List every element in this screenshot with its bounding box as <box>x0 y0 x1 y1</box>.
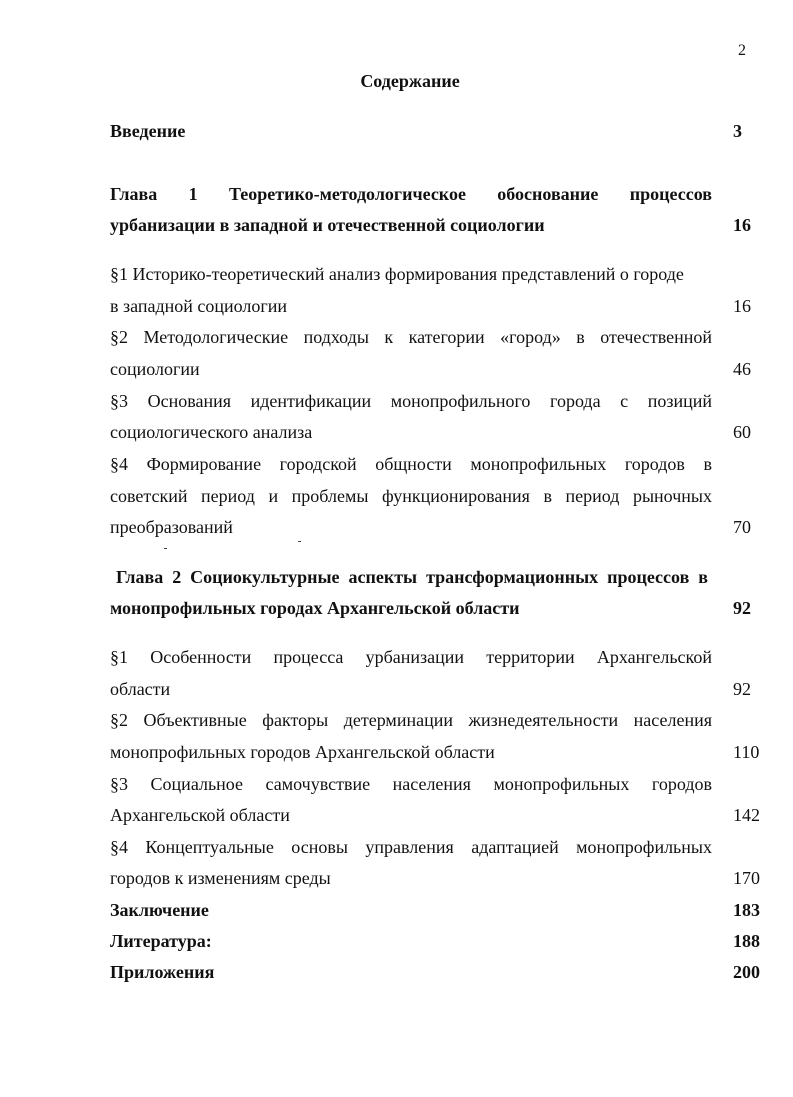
page-title: Содержание <box>360 71 460 91</box>
toc-label-line: урбанизации в западной и отечественной социологии <box>110 215 545 235</box>
toc-page: 3 <box>733 121 742 141</box>
toc-label-line: Глава 2 Социокультурные аспекты трансформационных процессов в <box>116 567 708 587</box>
toc-page: 92 <box>733 679 751 699</box>
scan-speck <box>164 548 167 549</box>
toc-label-line: социологического анализа <box>110 422 313 442</box>
toc-label-line: монопрофильных городов Архангельской области <box>110 742 495 762</box>
toc-page: 46 <box>733 359 751 379</box>
toc-page: 16 <box>733 215 751 235</box>
toc-label-line: монопрофильных городах Архангельской области <box>110 598 520 618</box>
toc-label: Литература: <box>110 931 212 951</box>
toc-page: 183 <box>733 900 760 920</box>
toc-label: Введение <box>110 121 186 141</box>
toc-label-line: области <box>110 679 171 699</box>
toc-page: 60 <box>733 422 751 442</box>
toc-label-line: §2 Методологические подходы к категории «город» в отечественной <box>110 327 712 347</box>
toc-page: 110 <box>733 742 760 762</box>
toc-label-line: советский период и проблемы функционирования в период рыночных <box>110 486 712 506</box>
toc-page: 200 <box>733 962 760 982</box>
toc-label-line: Глава 1 Теоретико-методологическое обоснование процессов <box>110 184 712 204</box>
toc-label-line: в западной социологии <box>110 296 288 316</box>
toc-label-line: §4 Формирование городской общности монопрофильных городов в <box>110 454 712 474</box>
toc-page: 142 <box>733 805 760 825</box>
toc-label: Приложения <box>110 962 215 982</box>
toc-label-line: §1 Историко-теоретический анализ формирования представлений о городе <box>110 264 684 284</box>
toc-label-line: Архангельской области <box>110 805 290 825</box>
scan-speck <box>298 541 301 542</box>
toc-page: 92 <box>733 598 751 618</box>
page-number: 2 <box>738 42 746 59</box>
toc-label-line: §1 Особенности процесса урбанизации территории Архангельской <box>110 647 712 667</box>
toc-label-line: §3 Социальное самочувствие населения монопрофильных городов <box>110 774 712 794</box>
toc-page: 16 <box>733 296 751 316</box>
toc-label-line: преобразований <box>110 517 233 537</box>
toc-page: 70 <box>733 517 751 537</box>
toc-page: 170 <box>733 868 760 888</box>
toc-label-line: §3 Основания идентификации монопрофильного города с позиций <box>110 391 712 411</box>
toc-page: 188 <box>733 931 760 951</box>
toc-label-line: §4 Концептуальные основы управления адаптацией монопрофильных <box>110 837 712 857</box>
toc-label-line: социологии <box>110 359 200 379</box>
toc-label-line: городов к изменениям среды <box>110 868 331 888</box>
toc-label: Заключение <box>110 900 209 920</box>
toc-label-line: §2 Объективные факторы детерминации жизнедеятельности населения <box>110 710 712 730</box>
